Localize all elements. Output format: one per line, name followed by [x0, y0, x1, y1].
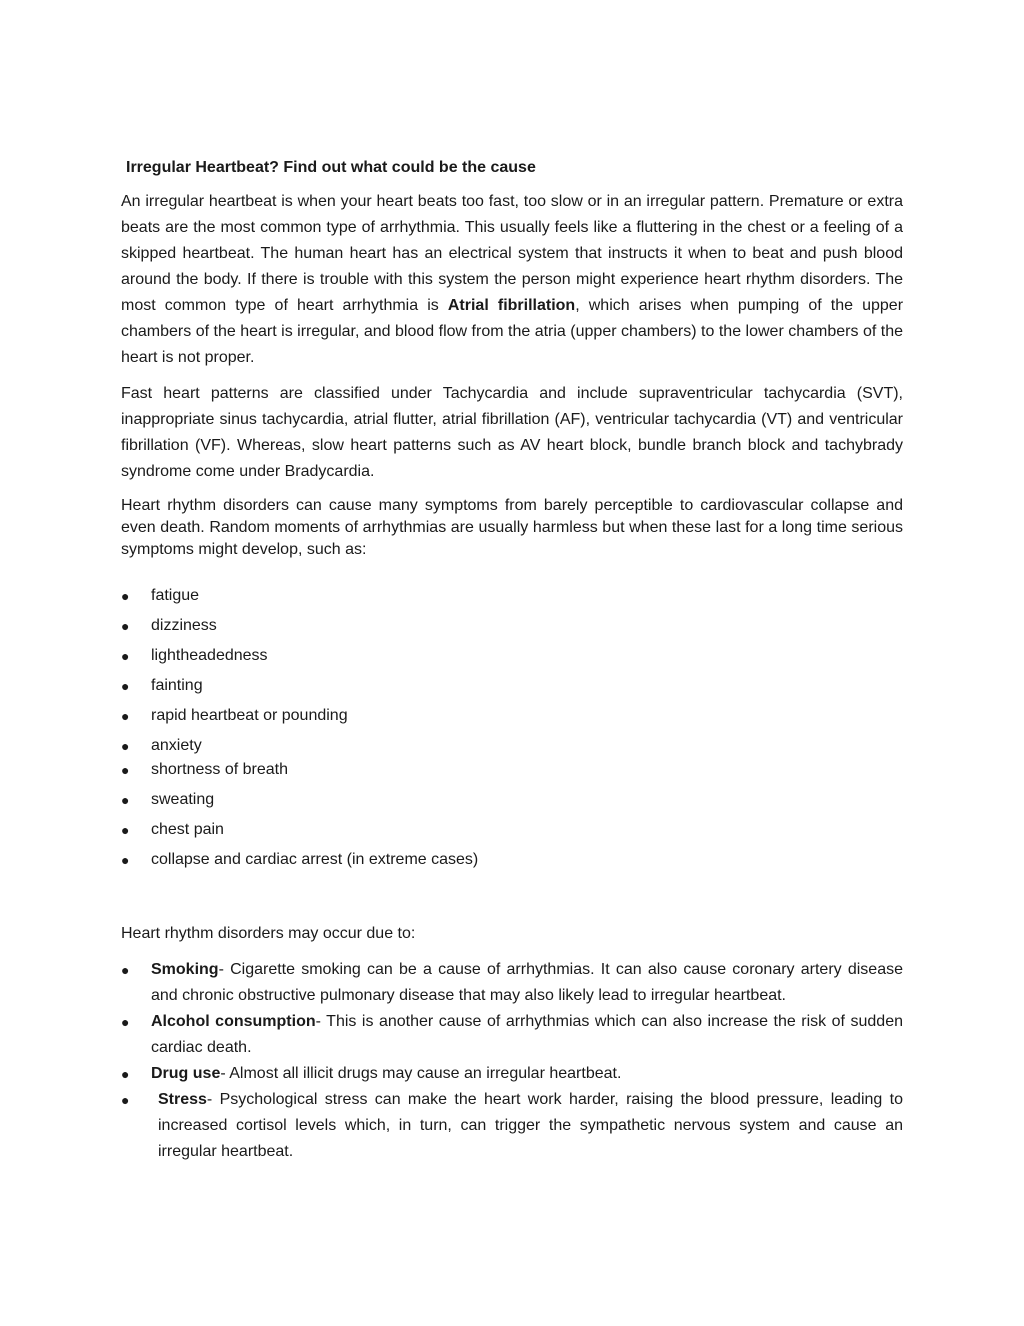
bullet-icon: ●	[121, 678, 130, 694]
symptom-label: collapse and cardiac arrest (in extreme cases)	[151, 851, 479, 868]
bullet-icon: ●	[121, 1066, 130, 1082]
bullet-icon: ●	[121, 792, 130, 808]
symptom-label: fatigue	[151, 587, 200, 604]
symptoms-intro-paragraph: Heart rhythm disorders can cause many symptoms from barely perceptible to cardiovascular collapse and even death. Random moments of arrhythmias are usually harmless but when these last for a long time serious symptoms might develop, such as:	[121, 497, 903, 558]
symptom-label: rapid heartbeat or pounding	[151, 707, 348, 724]
symptom-label: sweating	[151, 791, 215, 808]
bullet-icon: ●	[121, 762, 130, 778]
list-item	[121, 735, 903, 757]
list-item	[121, 581, 903, 611]
list-item	[121, 1009, 903, 1061]
list-item	[121, 701, 903, 731]
symptom-label: dizziness	[151, 617, 217, 634]
bullet-icon: ●	[121, 1092, 130, 1108]
bullet-icon: ●	[121, 648, 130, 664]
list-item	[121, 957, 903, 1009]
bullet-icon: ●	[121, 962, 130, 978]
bullet-icon: ●	[121, 708, 130, 724]
list-item	[121, 815, 903, 845]
symptom-label: fainting	[151, 677, 203, 694]
cause-term: Smoking	[151, 961, 219, 978]
cause-text: - Psychological stress can make the heart work harder, raising the blood pressure, leading to increased cortisol levels which, in turn, can trigger the sympathetic nervous system and cause an irregular heartbeat.	[158, 1091, 903, 1160]
list-item	[121, 845, 903, 875]
causes-list	[121, 957, 903, 1165]
intro-text-before: An irregular heartbeat is when your heart beats too fast, too slow or in an irregular pattern. Premature or extra beats are the most common type of arrhythmia. This usually feels like a fluttering in the chest or a feeling of a skipped heartbeat. The human heart has an electrical system that instructs it when to beat and push blood around the body. If there is trouble with this system the person might experience heart rhythm disorders. The most common type of heart arrhythmia is	[121, 193, 903, 314]
list-item	[121, 1087, 903, 1165]
cause-text: - Almost all illicit drugs may cause an irregular heartbeat.	[220, 1065, 622, 1082]
list-item	[121, 641, 903, 671]
bullet-icon: ●	[121, 588, 130, 604]
causes-intro-paragraph: Heart rhythm disorders may occur due to:	[121, 925, 416, 942]
list-item	[121, 611, 903, 641]
list-item	[121, 671, 903, 701]
symptom-label: chest pain	[151, 821, 224, 838]
symptom-label: shortness of breath	[151, 761, 288, 778]
cause-text: - Cigarette smoking can be a cause of arrhythmias. It can also cause coronary artery disease and chronic obstructive pulmonary disease that may also likely lead to irregular heartbeat.	[151, 961, 903, 1004]
list-item	[121, 1061, 903, 1087]
tachycardia-paragraph: Fast heart patterns are classified under Tachycardia and include supraventricular tachycardia (SVT), inappropriate sinus tachycardia, atrial flutter, atrial fibrillation (AF), ventricular tachycardia (VT) and ventricular fibrillation (VF). Whereas, slow heart patterns such as AV heart block, bundle branch block and tachybrady syndrome come under Bradycardia.	[121, 385, 903, 480]
page-title: Irregular Heartbeat? Find out what could be the cause	[126, 159, 536, 176]
bullet-icon: ●	[121, 1014, 130, 1030]
bullet-icon: ●	[121, 738, 130, 754]
cause-term: Drug use	[151, 1065, 221, 1082]
list-item	[121, 759, 903, 781]
symptom-label: anxiety	[151, 737, 202, 754]
cause-text: - This is another cause of arrhythmias which can also increase the risk of sudden cardiac death.	[151, 1013, 904, 1056]
cause-term: Stress	[158, 1091, 207, 1108]
symptom-label: lightheadedness	[151, 647, 268, 664]
document-body	[121, 156, 903, 1165]
atrial-fibrillation-term: Atrial fibrillation	[447, 297, 576, 314]
bullet-icon: ●	[121, 618, 130, 634]
cause-term: Alcohol consumption	[151, 1013, 316, 1030]
intro-text-after: , which arises when pumping of the upper chambers of the heart is irregular, and blood flow from the atria (upper chambers) to the lower chambers of the heart is not proper.	[121, 297, 904, 366]
bullet-icon: ●	[121, 852, 130, 868]
intro-paragraph	[121, 189, 903, 371]
symptoms-list	[121, 581, 903, 875]
bullet-icon: ●	[121, 822, 130, 838]
list-item	[121, 785, 903, 815]
